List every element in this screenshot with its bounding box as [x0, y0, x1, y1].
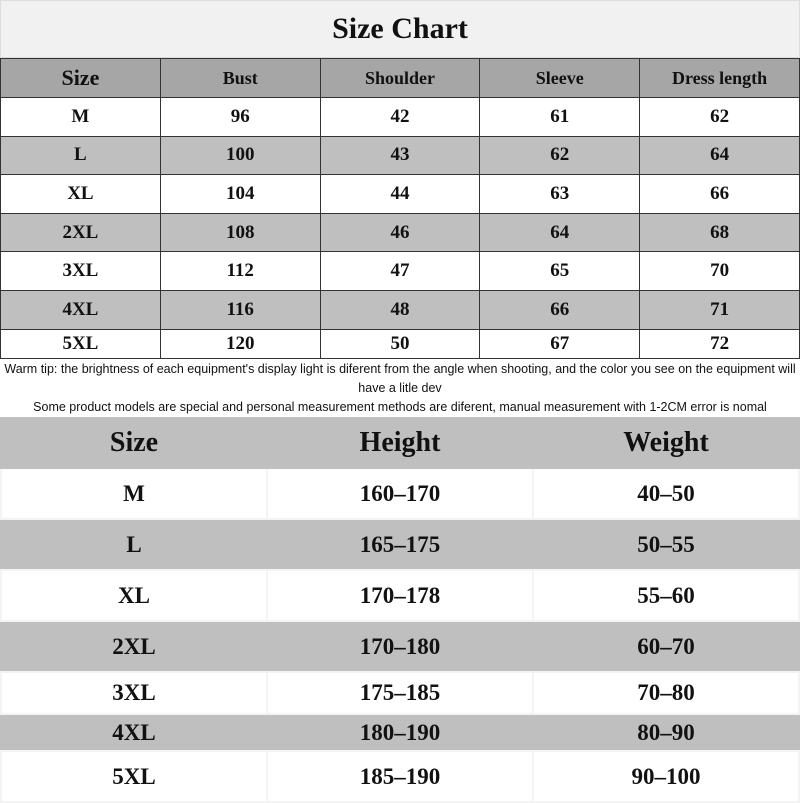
- table-cell: 185–190: [267, 751, 533, 802]
- table-cell: 108: [160, 213, 320, 252]
- column-header: Height: [267, 418, 533, 468]
- table-cell: 2XL: [1, 621, 267, 672]
- table-row: [1, 290, 800, 329]
- table-cell: 64: [480, 213, 640, 252]
- table-cell: XL: [1, 570, 267, 621]
- table-row: [1, 136, 800, 175]
- table-cell: M: [1, 98, 161, 137]
- table-cell: 68: [640, 213, 800, 252]
- column-header: Bust: [160, 59, 320, 98]
- table-cell: 120: [160, 329, 320, 358]
- table-cell: 104: [160, 175, 320, 214]
- table-cell: 70: [640, 252, 800, 291]
- table-row: [1, 329, 800, 358]
- table-cell: 2XL: [1, 213, 161, 252]
- column-header: Size: [1, 59, 161, 98]
- table-cell: 116: [160, 290, 320, 329]
- table-cell: 5XL: [1, 329, 161, 358]
- table-row: [1, 213, 800, 252]
- column-header: Weight: [533, 418, 799, 468]
- table-cell: 90–100: [533, 751, 799, 802]
- table-cell: 71: [640, 290, 800, 329]
- table-cell: 4XL: [1, 714, 267, 751]
- table-row: [1, 570, 799, 621]
- column-header: Sleeve: [480, 59, 640, 98]
- table-cell: 170–180: [267, 621, 533, 672]
- table-cell: 65: [480, 252, 640, 291]
- measurement-error-note: Some product models are special and personal measurement methods are diferent, manual measurement with 1-2CM error is nomal: [33, 400, 767, 414]
- table-cell: 66: [480, 290, 640, 329]
- table-cell: 180–190: [267, 714, 533, 751]
- table-cell: 40–50: [533, 468, 799, 519]
- table-cell: 61: [480, 98, 640, 137]
- table-cell: 60–70: [533, 621, 799, 672]
- table-cell: 62: [480, 136, 640, 175]
- table-cell: 63: [480, 175, 640, 214]
- table-row: [1, 98, 800, 137]
- page-title: Size Chart: [0, 0, 800, 58]
- measurement-table: [0, 58, 800, 359]
- table-header-row: [1, 418, 799, 468]
- table-cell: 165–175: [267, 519, 533, 570]
- table-row: [1, 252, 800, 291]
- table-cell: 3XL: [1, 252, 161, 291]
- table-row: [1, 175, 800, 214]
- column-header: Dress length: [640, 59, 800, 98]
- table-cell: 48: [320, 290, 480, 329]
- table-row: [1, 621, 799, 672]
- table-cell: 170–178: [267, 570, 533, 621]
- table-cell: 175–185: [267, 672, 533, 714]
- column-header: Size: [1, 418, 267, 468]
- table-row: [1, 751, 799, 802]
- warm-tip-note: Warm tip: the brightness of each equipment's display light is diferent from the angle when shooting, and the color you see on the equipment will have a litle dev: [4, 362, 796, 395]
- table-row: [1, 519, 799, 570]
- table-cell: 50–55: [533, 519, 799, 570]
- table-cell: 72: [640, 329, 800, 358]
- table-cell: 80–90: [533, 714, 799, 751]
- table-cell: L: [1, 519, 267, 570]
- height-weight-table: [0, 417, 800, 803]
- table-cell: 67: [480, 329, 640, 358]
- table-cell: XL: [1, 175, 161, 214]
- table-cell: 42: [320, 98, 480, 137]
- table-cell: 112: [160, 252, 320, 291]
- table-cell: 100: [160, 136, 320, 175]
- table-cell: 62: [640, 98, 800, 137]
- table-cell: 64: [640, 136, 800, 175]
- table-cell: 4XL: [1, 290, 161, 329]
- table-cell: 70–80: [533, 672, 799, 714]
- table-cell: 47: [320, 252, 480, 291]
- table-cell: 55–60: [533, 570, 799, 621]
- table-cell: 44: [320, 175, 480, 214]
- notes: [0, 360, 800, 417]
- table-row: [1, 672, 799, 714]
- table-cell: M: [1, 468, 267, 519]
- column-header: Shoulder: [320, 59, 480, 98]
- table-cell: 5XL: [1, 751, 267, 802]
- table-row: [1, 714, 799, 751]
- table-row: [1, 468, 799, 519]
- table-cell: 43: [320, 136, 480, 175]
- table-cell: 3XL: [1, 672, 267, 714]
- table-cell: L: [1, 136, 161, 175]
- table-cell: 50: [320, 329, 480, 358]
- table-cell: 46: [320, 213, 480, 252]
- table-cell: 66: [640, 175, 800, 214]
- table-cell: 160–170: [267, 468, 533, 519]
- table-header-row: [1, 59, 800, 98]
- table-cell: 96: [160, 98, 320, 137]
